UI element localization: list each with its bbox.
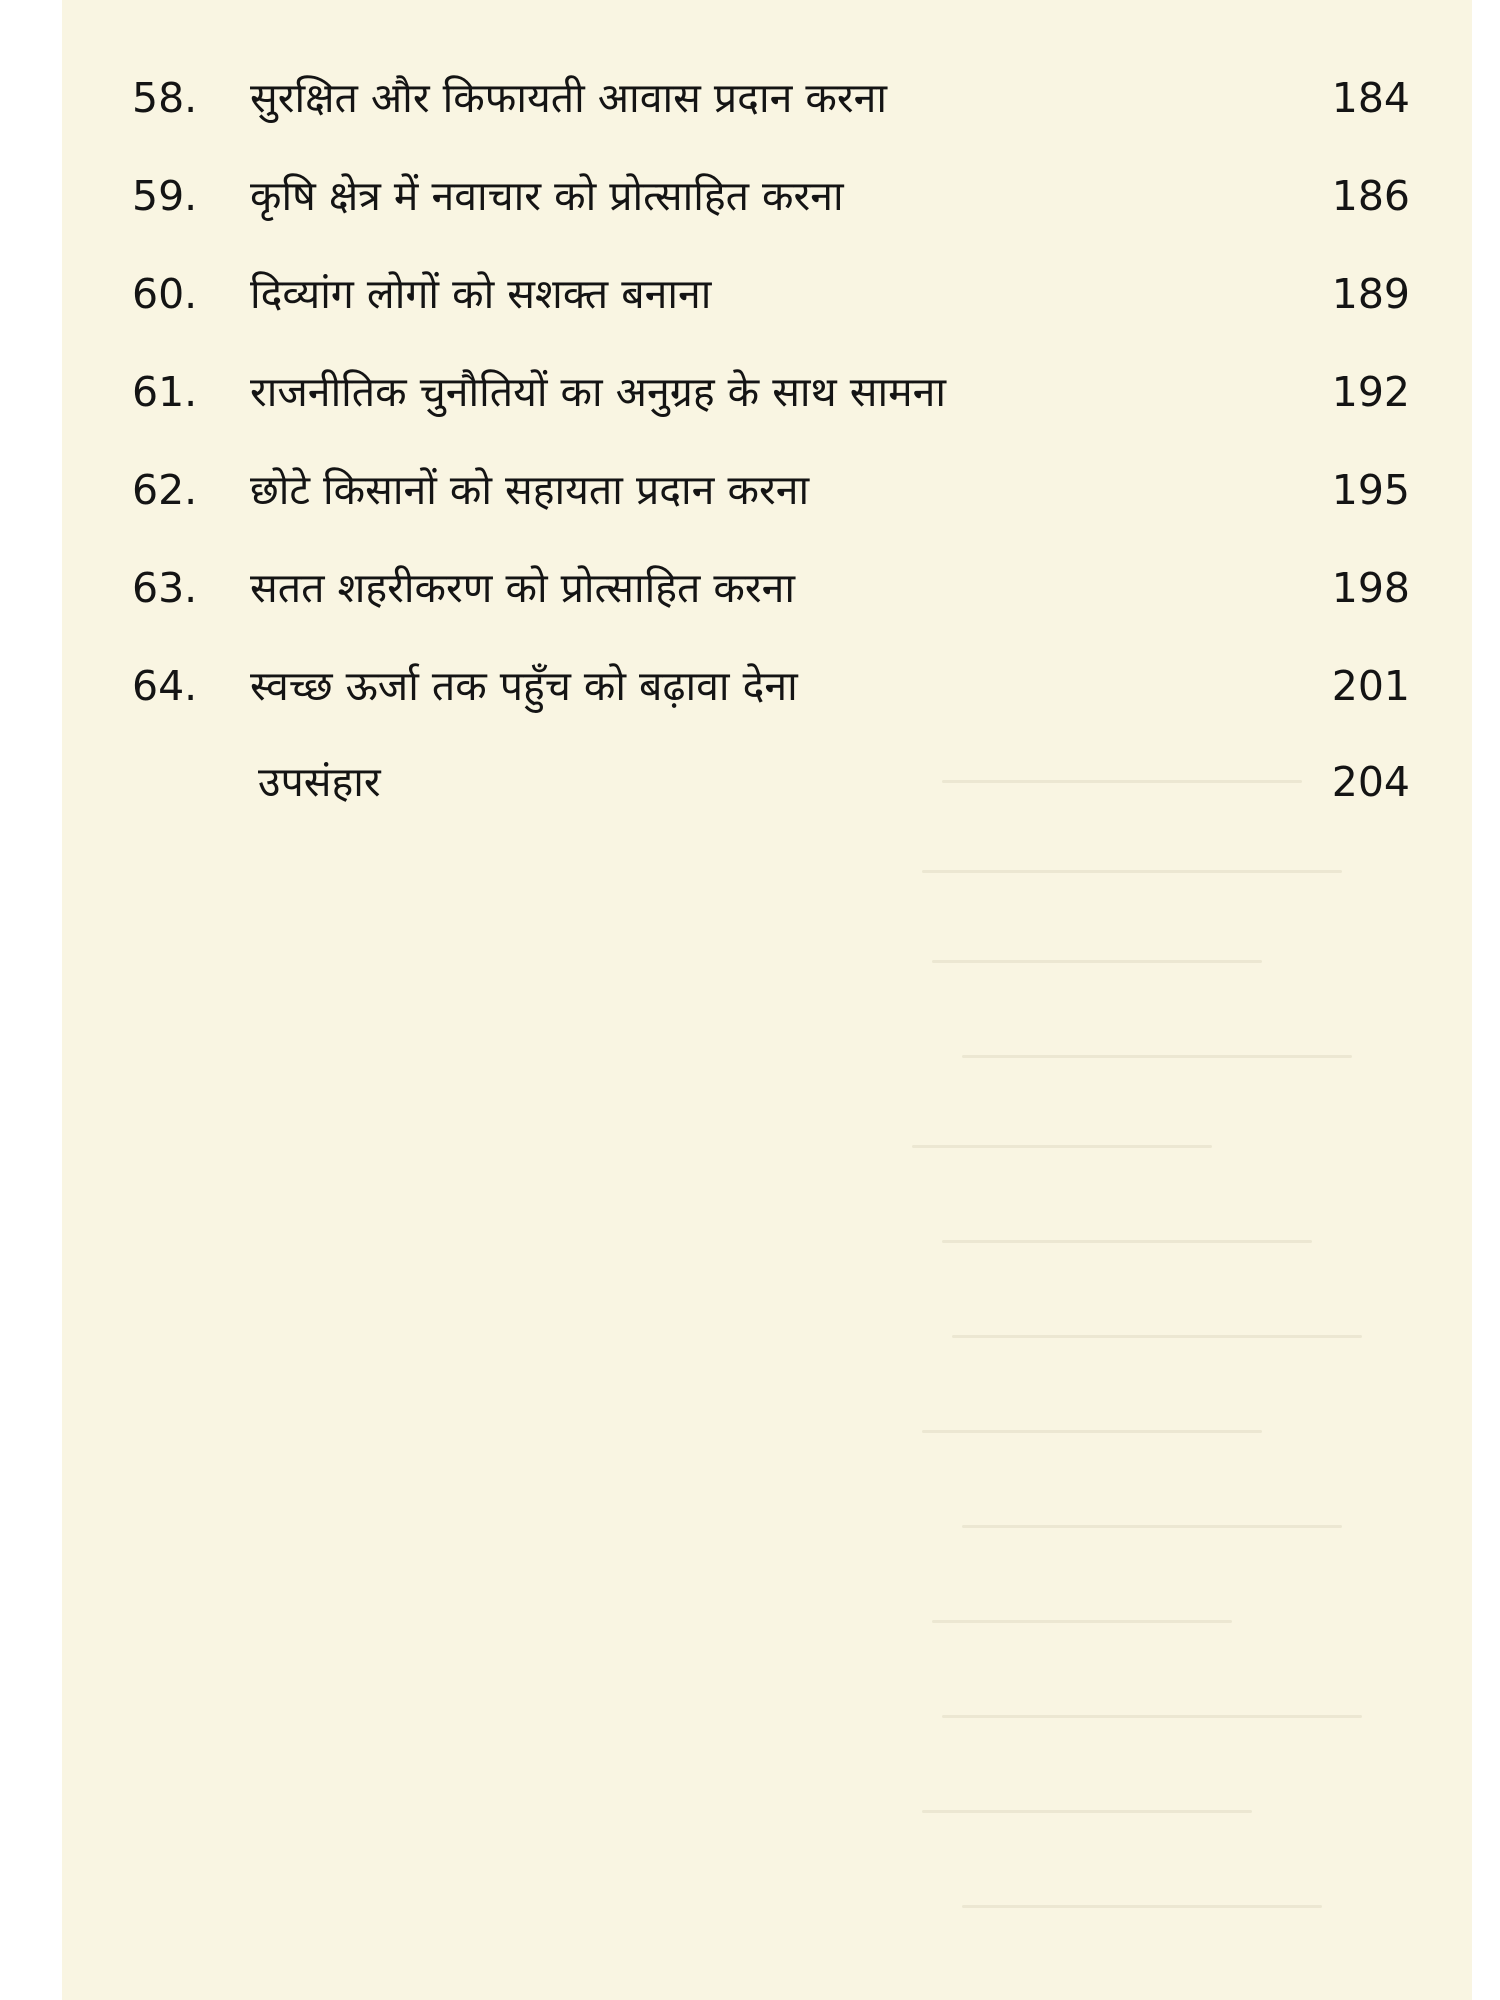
chapter-number: 61.: [132, 368, 198, 416]
toc-entry: [62, 264, 1472, 324]
toc-entry: [62, 656, 1472, 716]
chapter-title: सुरक्षित और किफायती आवास प्रदान करना: [250, 74, 887, 122]
toc-entry: [62, 362, 1472, 422]
epilogue-title: उपसंहार: [258, 758, 381, 806]
page-number: 201: [1331, 662, 1410, 710]
chapter-number: 59.: [132, 172, 198, 220]
chapter-title: छोटे किसानों को सहायता प्रदान करना: [250, 466, 810, 514]
chapter-number: 63.: [132, 564, 198, 612]
chapter-title: कृषि क्षेत्र में नवाचार को प्रोत्साहित करना: [250, 172, 844, 220]
chapter-number: 58.: [132, 74, 198, 122]
page-number: 204: [1331, 758, 1410, 806]
chapter-number: 62.: [132, 466, 198, 514]
toc-entry: [62, 166, 1472, 226]
chapter-title: दिव्यांग लोगों को सशक्त बनाना: [250, 270, 712, 318]
page-number: 189: [1331, 270, 1410, 318]
chapter-title: सतत शहरीकरण को प्रोत्साहित करना: [250, 564, 796, 612]
chapter-title: राजनीतिक चुनौतियों का अनुग्रह के साथ सामना: [250, 368, 946, 416]
toc-entry-epilogue: [62, 752, 1472, 812]
page-number: 192: [1331, 368, 1410, 416]
page-number: 195: [1331, 466, 1410, 514]
page-number: 186: [1331, 172, 1410, 220]
chapter-number: 64.: [132, 662, 198, 710]
toc-entry: [62, 460, 1472, 520]
page-number: 184: [1331, 74, 1410, 122]
chapter-number: 60.: [132, 270, 198, 318]
toc-entry: [62, 68, 1472, 128]
chapter-title: स्वच्छ ऊर्जा तक पहुँच को बढ़ावा देना: [250, 662, 798, 710]
book-page: [62, 0, 1472, 2000]
toc-entry: [62, 558, 1472, 618]
page-number: 198: [1331, 564, 1410, 612]
